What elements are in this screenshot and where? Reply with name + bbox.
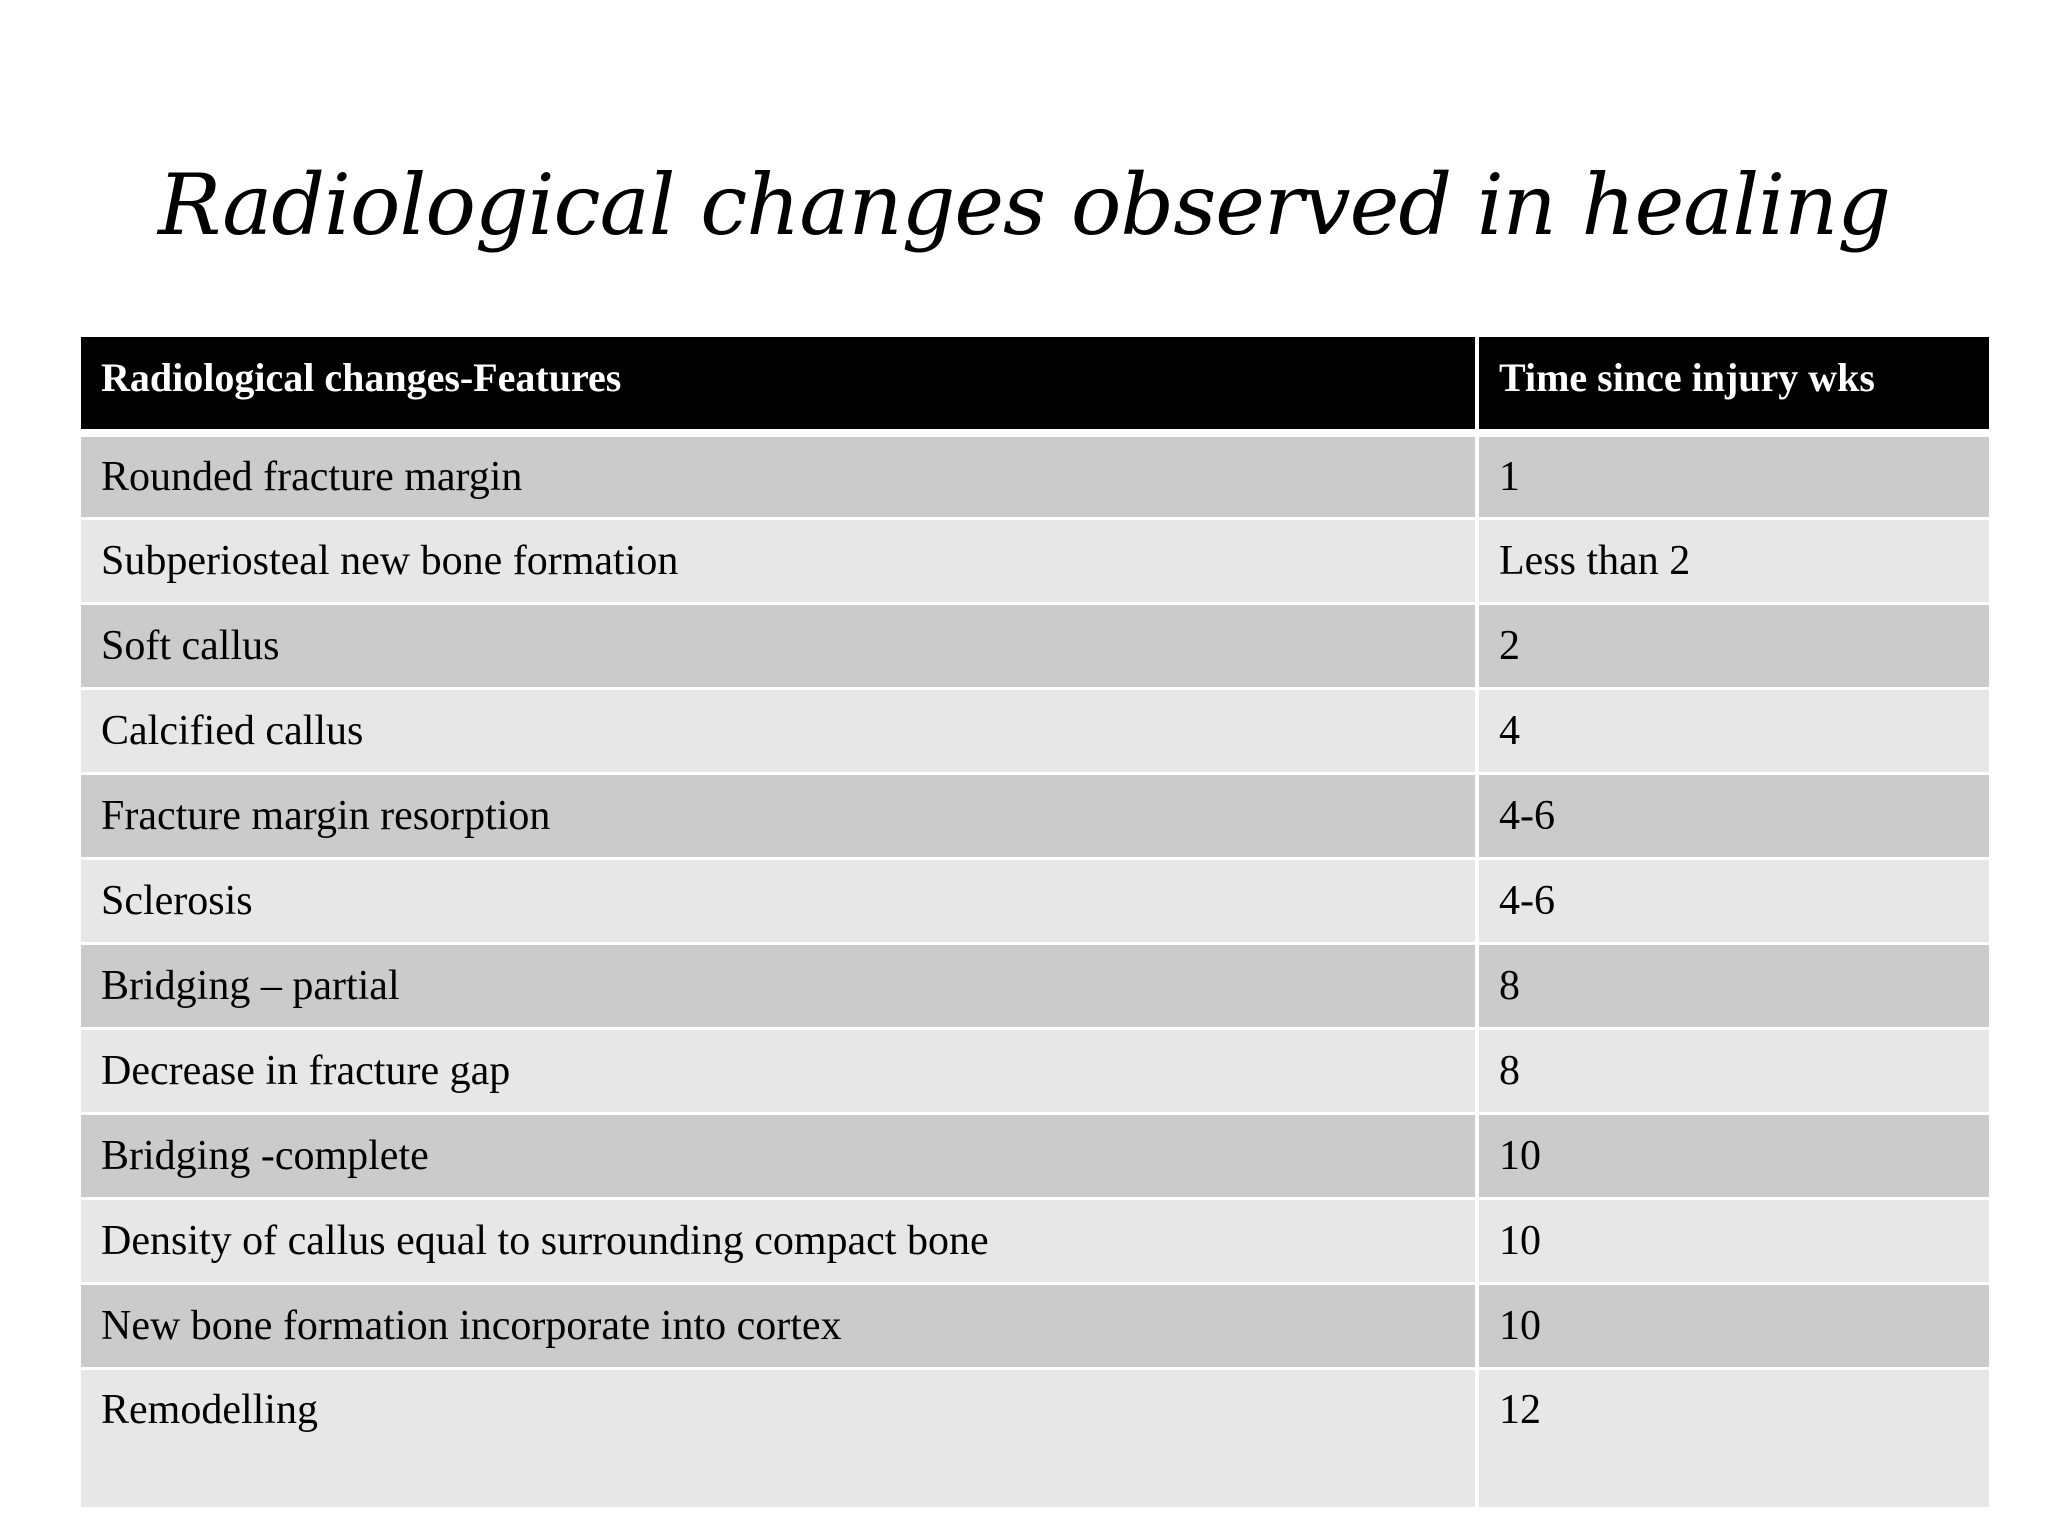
table-header-row	[81, 337, 1989, 433]
feature-cell: Bridging – partial	[81, 943, 1477, 1028]
table-row	[81, 1113, 1989, 1198]
table-row	[81, 688, 1989, 773]
table-row	[81, 1283, 1989, 1368]
feature-cell: Bridging -complete	[81, 1113, 1477, 1198]
time-cell: 1	[1477, 433, 1989, 518]
feature-cell: Density of callus equal to surrounding compact bone	[81, 1198, 1477, 1283]
table-row	[81, 858, 1989, 943]
time-cell: 8	[1477, 943, 1989, 1028]
table-row	[81, 1198, 1989, 1283]
time-cell: 10	[1477, 1113, 1989, 1198]
time-cell: Less than 2	[1477, 518, 1989, 603]
time-cell: 4	[1477, 688, 1989, 773]
slide-title: Radiological changes observed in healing	[158, 156, 1890, 254]
table-row	[81, 433, 1989, 518]
table-row	[81, 773, 1989, 858]
time-cell: 10	[1477, 1283, 1989, 1368]
feature-cell: Sclerosis	[81, 858, 1477, 943]
table-row	[81, 518, 1989, 603]
feature-cell: Calcified callus	[81, 688, 1477, 773]
table-row	[81, 1028, 1989, 1113]
feature-cell: Rounded fracture margin	[81, 433, 1477, 518]
time-cell: 2	[1477, 603, 1989, 688]
feature-cell: Fracture margin resorption	[81, 773, 1477, 858]
header-features: Radiological changes-Features	[81, 337, 1477, 433]
time-cell: 8	[1477, 1028, 1989, 1113]
feature-cell: Decrease in fracture gap	[81, 1028, 1477, 1113]
time-cell: 12	[1477, 1368, 1989, 1508]
time-cell: 10	[1477, 1198, 1989, 1283]
feature-cell: Remodelling	[81, 1368, 1477, 1508]
time-cell: 4-6	[1477, 858, 1989, 943]
table-row	[81, 943, 1989, 1028]
healing-table	[81, 337, 1989, 1510]
feature-cell: Soft callus	[81, 603, 1477, 688]
feature-cell: New bone formation incorporate into cortex	[81, 1283, 1477, 1368]
table-row	[81, 603, 1989, 688]
table-row	[81, 1368, 1989, 1508]
time-cell: 4-6	[1477, 773, 1989, 858]
feature-cell: Subperiosteal new bone formation	[81, 518, 1477, 603]
header-time: Time since injury wks	[1477, 337, 1989, 433]
